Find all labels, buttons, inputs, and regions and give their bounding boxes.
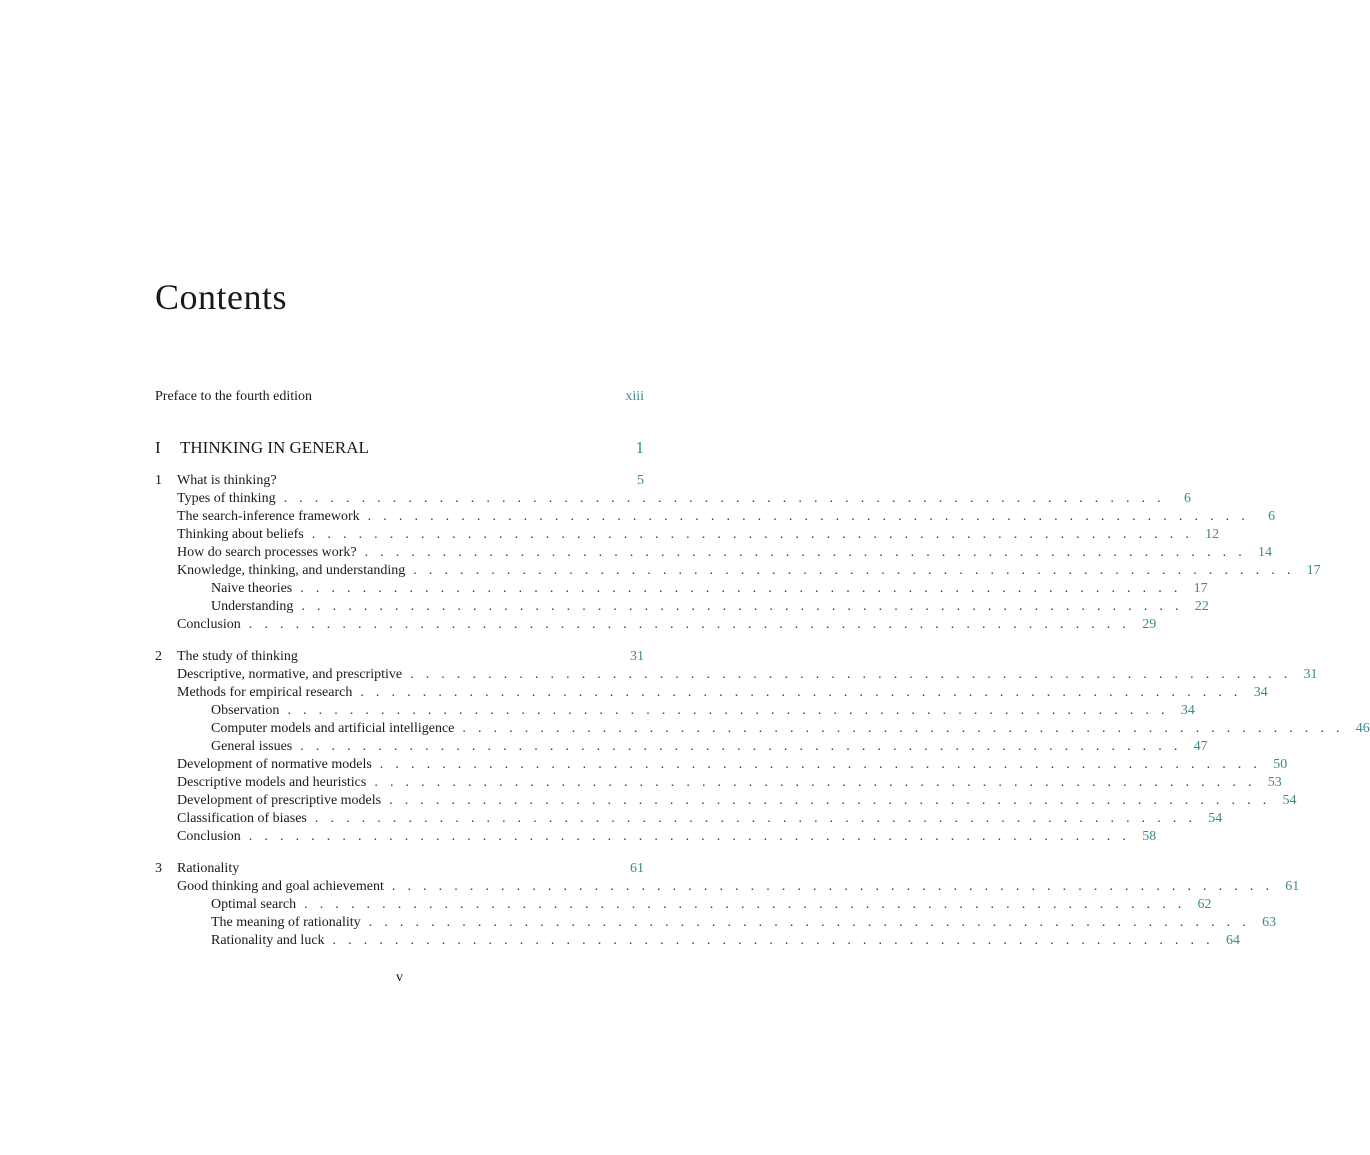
dot-leader: . . . . . . . . . . . . . . . . . . . . . . . . . . . . . . . . . . . . . . . . . . . . . . . . . . . . . . . . . (374, 775, 1256, 790)
toc-section[interactable] (155, 508, 1276, 526)
dot-leader: . . . . . . . . . . . . . . . . . . . . . . . . . . . . . . . . . . . . . . . . . . . . . . . . . . . . . . . . . (360, 685, 1242, 700)
entry-title: The study of thinking (177, 649, 298, 664)
entry-title: Computer models and artificial intelligence (211, 721, 455, 736)
toc-subsection[interactable] (155, 914, 1277, 932)
entry-title: Knowledge, thinking, and understanding (177, 563, 406, 578)
page-number: 1 (635, 438, 644, 457)
entry-title: What is thinking? (177, 473, 277, 488)
dot-leader: . . . . . . . . . . . . . . . . . . . . . . . . . . . . . . . . . . . . . . . . . . . . . . . . . . . . . . . . . (300, 739, 1182, 754)
dot-leader: . . . . . . . . . . . . . . . . . . . . . . . . . . . . . . . . . . . . . . . . . . . . . . . . . . . . . . . . . (364, 545, 1247, 560)
dot-leader: . . . . . . . . . . . . . . . . . . . . . . . . . . . . . . . . . . . . . . . . . . . . . . . . . . . . . . . . . (283, 491, 1165, 506)
entry-title: Observation (211, 703, 280, 718)
page-number: xiii (625, 389, 644, 404)
page-number: 53 (1267, 775, 1282, 790)
page-number: 31 (630, 649, 644, 664)
page-number: 12 (1205, 527, 1220, 542)
toc-section[interactable] (155, 616, 1157, 634)
dot-leader: . . . . . . . . . . . . . . . . . . . . . . . . . . . . . . . . . . . . . . . . . . . . . . . . . . . . . . . . . (367, 509, 1250, 524)
entry-number: I (155, 438, 161, 457)
entry-title: THINKING IN GENERAL (180, 438, 369, 457)
toc-preface[interactable] (155, 388, 644, 406)
entry-title: Descriptive models and heuristics (177, 775, 367, 790)
page-number: 62 (1197, 897, 1212, 912)
page-number: 22 (1194, 599, 1209, 614)
dot-leader: . . . . . . . . . . . . . . . . . . . . . . . . . . . . . . . . . . . . . . . . . . . . . . . . . . . . . . . . . (301, 599, 1183, 614)
dot-leader: . . . . . . . . . . . . . . . . . . . . . . . . . . . . . . . . . . . . . . . . . . . . . . . . . . . . . . . . . (304, 897, 1186, 912)
toc-section[interactable] (155, 526, 1220, 544)
entry-title: General issues (211, 739, 293, 754)
toc-subsection[interactable] (155, 580, 1208, 598)
page-number: 34 (1180, 703, 1195, 718)
toc-section[interactable] (155, 792, 1297, 810)
dot-leader: . . . . . . . . . . . . . . . . . . . . . . . . . . . . . . . . . . . . . . . . . . . . . . . . . . . . . . . . . (287, 703, 1169, 718)
toc-section[interactable] (155, 490, 1191, 508)
page-number: 17 (1193, 581, 1208, 596)
toc-chapter[interactable] (155, 472, 644, 490)
dot-leader: . . . . . . . . . . . . . . . . . . . . . . . . . . . . . . . . . . . . . . . . . . . . . . . . . . . . . . . . . (410, 667, 1292, 682)
page-number: 61 (630, 861, 644, 876)
page-number: 14 (1258, 545, 1273, 560)
entry-title: Descriptive, normative, and prescriptive (177, 667, 403, 682)
dot-leader: . . . . . . . . . . . . . . . . . . . . . . . . . . . . . . . . . . . . . . . . . . . . . . . . . . . . . . . . . (389, 793, 1271, 808)
dot-leader: . . . . . . . . . . . . . . . . . . . . . . . . . . . . . . . . . . . . . . . . . . . . . . . . . . . . . . . . . (314, 811, 1197, 826)
toc-section[interactable] (155, 666, 1318, 684)
entry-title: Understanding (211, 599, 294, 614)
toc-section[interactable] (155, 756, 1288, 774)
page-number: 64 (1225, 933, 1240, 948)
entry-title: Preface to the fourth edition (155, 389, 313, 404)
page-number: 5 (637, 473, 644, 488)
toc-section[interactable] (155, 544, 1273, 562)
page-number: 47 (1193, 739, 1208, 754)
dot-leader: . . . . . . . . . . . . . . . . . . . . . . . . . . . . . . . . . . . . . . . . . . . . . . . . . . . . . . . . . (332, 933, 1214, 948)
entry-number: 3 (155, 861, 162, 876)
toc-section[interactable] (155, 774, 1282, 792)
entry-title: Development of normative models (177, 757, 372, 772)
page-number: 58 (1142, 829, 1157, 844)
dot-leader: . . . . . . . . . . . . . . . . . . . . . . . . . . . . . . . . . . . . . . . . . . . . . . . . . . . . . . . . . (368, 915, 1251, 930)
page-number: 17 (1306, 563, 1321, 578)
toc-chapter[interactable] (155, 648, 644, 666)
toc-subsection[interactable] (155, 932, 1240, 950)
toc-subsection[interactable] (155, 702, 1195, 720)
toc-chapter[interactable] (155, 860, 644, 878)
entry-title: Good thinking and goal achievement (177, 879, 384, 894)
dot-leader: . . . . . . . . . . . . . . . . . . . . . . . . . . . . . . . . . . . . . . . . . . . . . . . . . . . . . . . . . (248, 617, 1131, 632)
dot-leader: . . . . . . . . . . . . . . . . . . . . . . . . . . . . . . . . . . . . . . . . . . . . . . . . . . . . . . . . . (300, 581, 1182, 596)
page-number: 46 (1355, 721, 1370, 736)
entry-title: Optimal search (211, 897, 297, 912)
page-number: 6 (1183, 491, 1191, 506)
page-number: 29 (1142, 617, 1157, 632)
entry-number: 2 (155, 649, 162, 664)
entry-title: Naive theories (211, 581, 293, 596)
entry-title: Conclusion (177, 617, 241, 632)
entry-title: The meaning of rationality (211, 915, 361, 930)
dot-leader: . . . . . . . . . . . . . . . . . . . . . . . . . . . . . . . . . . . . . . . . . . . . . . . . . . . . . . . . . (462, 721, 1344, 736)
toc-subsection[interactable] (155, 720, 1370, 738)
toc-subsection[interactable] (155, 598, 1209, 616)
toc-subsection[interactable] (155, 896, 1212, 914)
entry-title: Methods for empirical research (177, 685, 353, 700)
page-number: 34 (1253, 685, 1268, 700)
toc-part[interactable] (155, 437, 644, 459)
dot-leader: . . . . . . . . . . . . . . . . . . . . . . . . . . . . . . . . . . . . . . . . . . . . . . . . . . . . . . . . . (248, 829, 1131, 844)
toc-section[interactable] (155, 562, 1321, 580)
toc-section[interactable] (155, 878, 1300, 896)
dot-leader: . . . . . . . . . . . . . . . . . . . . . . . . . . . . . . . . . . . . . . . . . . . . . . . . . . . . . . . . . (391, 879, 1274, 894)
footer-page-number: v (396, 970, 403, 985)
entry-title: Development of prescriptive models (177, 793, 382, 808)
entry-title: Conclusion (177, 829, 241, 844)
page-number: 54 (1208, 811, 1223, 826)
dot-leader: . . . . . . . . . . . . . . . . . . . . . . . . . . . . . . . . . . . . . . . . . . . . . . . . . . . . . . . . . (311, 527, 1194, 542)
toc-section[interactable] (155, 810, 1223, 828)
toc-subsection[interactable] (155, 738, 1208, 756)
entry-title: How do search processes work? (177, 545, 357, 560)
page-number: 54 (1282, 793, 1297, 808)
toc-section[interactable] (155, 828, 1157, 846)
entry-title: Rationality (177, 861, 240, 876)
entry-title: The search-inference framework (177, 509, 360, 524)
page-number: 50 (1273, 757, 1288, 772)
page-number: 61 (1285, 879, 1300, 894)
dot-leader: . . . . . . . . . . . . . . . . . . . . . . . . . . . . . . . . . . . . . . . . . . . . . . . . . . . . . . . . . (413, 563, 1295, 578)
page-number: 31 (1303, 667, 1318, 682)
entry-title: Thinking about beliefs (177, 527, 304, 542)
entry-title: Rationality and luck (211, 933, 325, 948)
entry-title: Types of thinking (177, 491, 276, 506)
page-number: 6 (1268, 509, 1276, 524)
toc-section[interactable] (155, 684, 1268, 702)
page-title: Contents (155, 277, 288, 317)
entry-number: 1 (155, 473, 162, 488)
page-number: 63 (1262, 915, 1277, 930)
dot-leader: . . . . . . . . . . . . . . . . . . . . . . . . . . . . . . . . . . . . . . . . . . . . . . . . . . . . . . . . . (379, 757, 1262, 772)
entry-title: Classification of biases (177, 811, 307, 826)
